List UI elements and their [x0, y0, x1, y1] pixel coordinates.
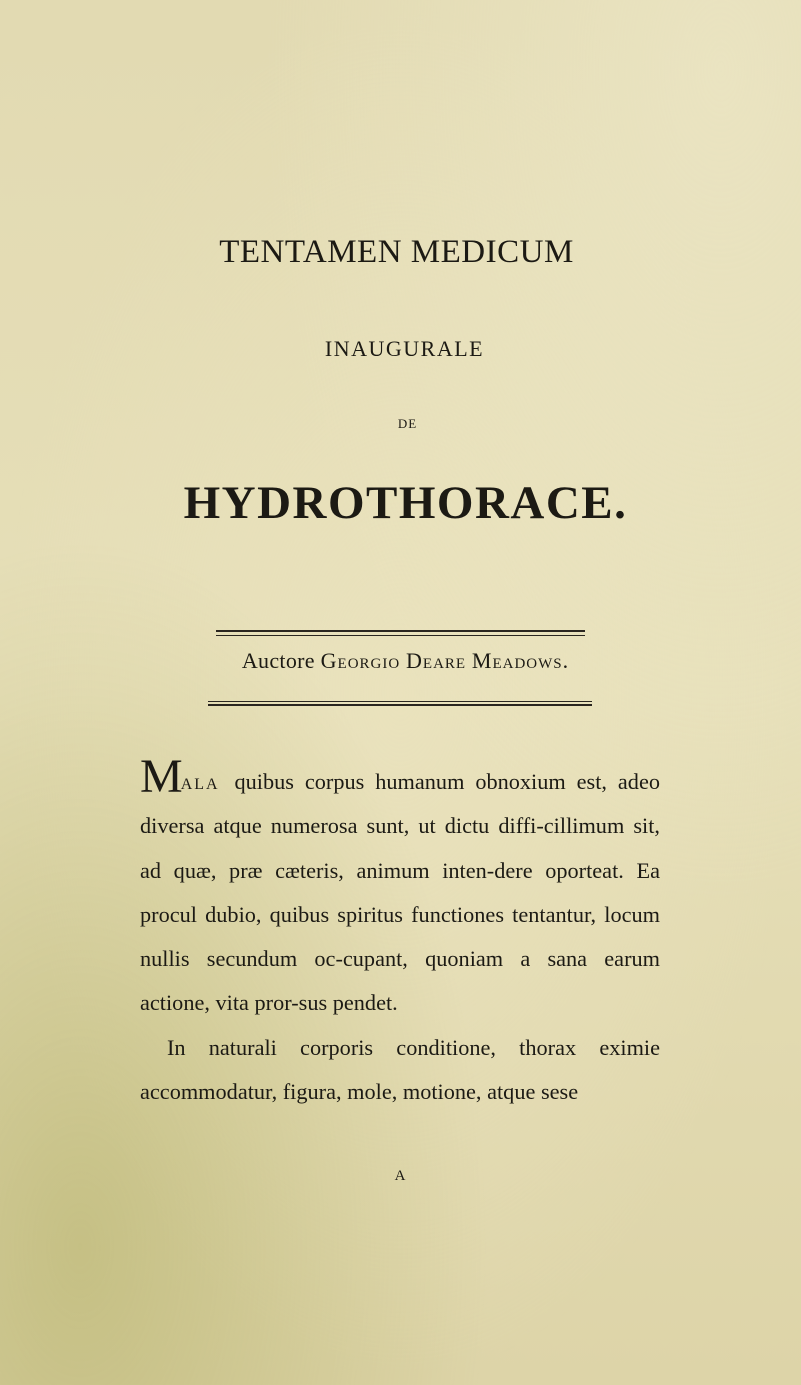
paragraph-1 [140, 750, 660, 1026]
paragraph-2: In naturali corporis conditione, thorax eximie accommodatur, figura, mole, motione, atque sese [140, 1034, 660, 1105]
author-middle-name: Deare [406, 648, 467, 673]
top-rule [216, 630, 585, 632]
author-line [5, 648, 801, 674]
author-last-name: Meadows. [471, 648, 570, 673]
title-preposition: DE [397, 416, 418, 431]
bottom-rule [208, 704, 592, 706]
body-text [140, 750, 660, 1114]
paragraph-1-text: quibus corpus humanum obnoxium est, adeo diversa atque numerosa sunt, ut dictu diffi-cillimum sit, ad quæ, præ cæteris, animum inten-dere oporteat. Ea procul dubio, quibus spiritus functiones tentantur, locum nullis secundum oc-cupant, quoniam a sana earum actione, vita pror-sus pendet. [140, 769, 660, 1016]
document-subject: HYDROTHORACE. [183, 477, 628, 529]
author-first-name: Georgio [320, 648, 401, 673]
top-rule-thin [216, 635, 585, 636]
signature-mark: A [394, 1168, 407, 1184]
bottom-rule-thin [208, 701, 592, 702]
document-subtitle: INAUGURALE [324, 336, 485, 361]
author-prefix: Auctore [241, 648, 315, 673]
initial-word-rest: ala [180, 769, 220, 794]
document-title: TENTAMEN MEDICUM [219, 234, 574, 270]
initial-letter: M [140, 750, 181, 803]
